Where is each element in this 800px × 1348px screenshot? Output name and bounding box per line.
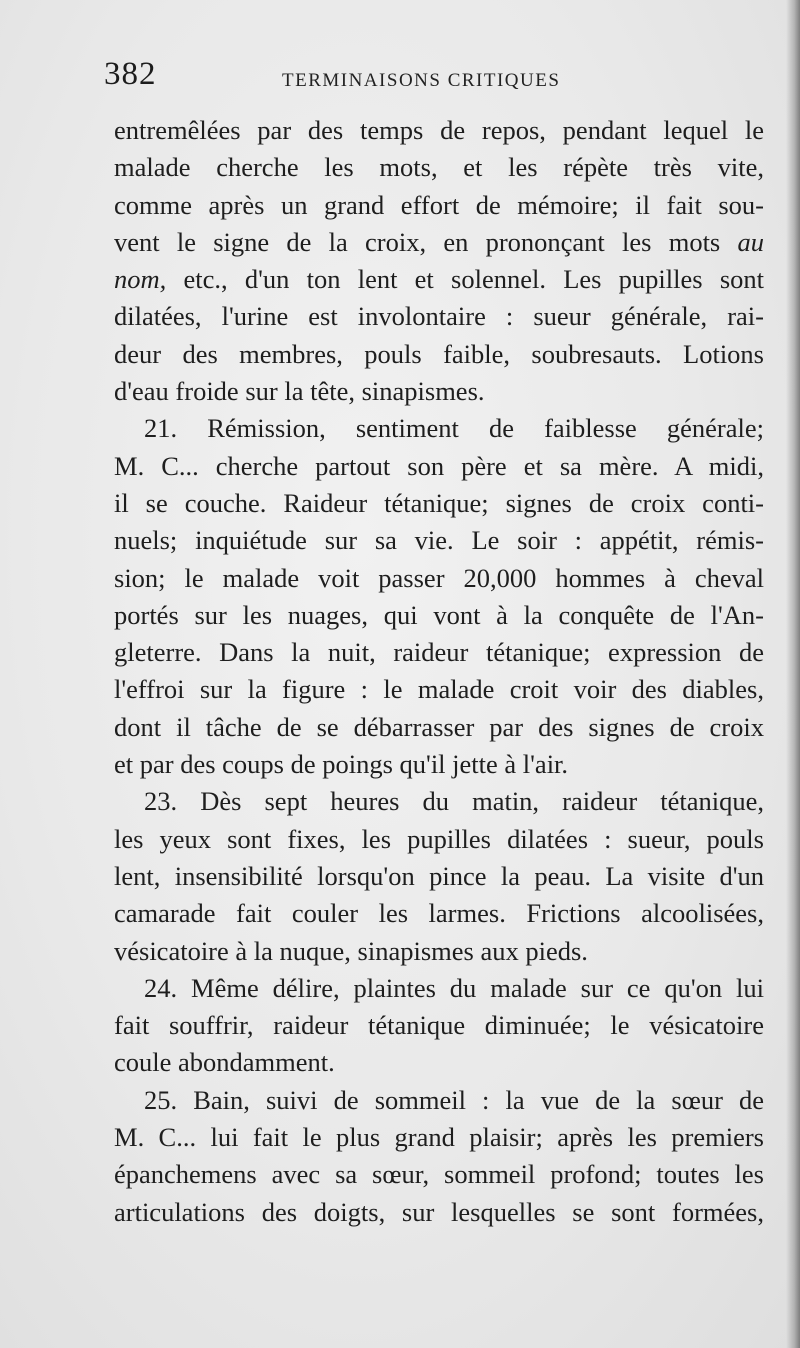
text-line: vésicatoire à la nuque, sinapismes aux pieds.	[114, 935, 588, 966]
italic-word: au	[737, 226, 764, 257]
text-line	[114, 224, 764, 261]
text-line: camarade fait couler les larmes. Frictions alcoolisées,	[114, 898, 764, 929]
text-line: les yeux sont fixes, les pupilles dilatées : sueur, pouls	[114, 823, 764, 854]
text-line: M. C... lui fait le plus grand plaisir; après les premiers	[114, 1122, 764, 1153]
paragraph	[114, 783, 764, 969]
text-line: entremêlées par des temps de repos, pendant lequel le	[114, 115, 764, 145]
text-line: sion; le malade voit passer 20,000 hommes à cheval	[114, 562, 764, 593]
page-body	[114, 112, 764, 1231]
text-line: articulations des doigts, sur lesquelles se sont formées,	[114, 1196, 764, 1227]
paragraph	[114, 112, 764, 410]
page-number: 382	[104, 56, 157, 92]
text-line: deur des membres, pouls faible, soubresauts. Lotions	[114, 338, 764, 369]
text-line: 24. Même délire, plaintes du malade sur ce qu'on lui	[144, 972, 764, 1003]
text-line-main: vent le signe de la croix, en prononçant les mots	[114, 226, 721, 257]
paragraph	[114, 1082, 764, 1231]
text-line: épanchemens avec sa sœur, sommeil profond; toutes les	[114, 1159, 764, 1190]
text-line: 25. Bain, suivi de sommeil : la vue de la sœur de	[144, 1084, 764, 1115]
running-head: TERMINAISONS CRITIQUES	[282, 70, 561, 91]
paragraph	[114, 410, 764, 783]
text-line: malade cherche les mots, et les répète très vite,	[114, 152, 764, 183]
text-line: dilatées, l'urine est involontaire : sueur générale, rai-	[114, 301, 764, 332]
text-line: nuels; inquiétude sur sa vie. Le soir : appétit, rémis-	[114, 525, 764, 556]
text-line: et par des coups de poings qu'il jette à l'air.	[114, 749, 569, 780]
text-line: coule abondamment.	[114, 1047, 335, 1078]
page-edge-shadow	[786, 0, 800, 1348]
page-header	[104, 56, 764, 96]
text-line: l'effroi sur la figure : le malade croit voir des diables,	[114, 674, 764, 705]
text-line	[114, 261, 764, 298]
text-line: M. C... cherche partout son père et sa mère. A midi,	[114, 450, 764, 481]
text-line: fait souffrir, raideur tétanique diminuée; le vésicatoire	[114, 1010, 764, 1041]
italic-word: nom,	[114, 264, 167, 295]
text-line: dont il tâche de se débarrasser par des signes de croix	[114, 711, 764, 742]
text-line: 21. Rémission, sentiment de faiblesse générale;	[144, 413, 764, 444]
text-line: d'eau froide sur la tête, sinapismes.	[114, 376, 485, 407]
text-line: gleterre. Dans la nuit, raideur tétanique; expression de	[114, 637, 764, 668]
text-line-rest: etc., d'un ton lent et solennel. Les pupilles sont	[166, 264, 764, 295]
text-line: comme après un grand effort de mémoire; il fait sou-	[114, 189, 764, 220]
text-line: portés sur les nuages, qui vont à la conquête de l'An-	[114, 599, 764, 630]
text-line: lent, insensibilité lorsqu'on pince la peau. La visite d'un	[114, 860, 764, 891]
paragraph	[114, 970, 764, 1082]
text-line: il se couche. Raideur tétanique; signes de croix conti-	[114, 487, 764, 518]
text-line: 23. Dès sept heures du matin, raideur tétanique,	[144, 786, 764, 817]
